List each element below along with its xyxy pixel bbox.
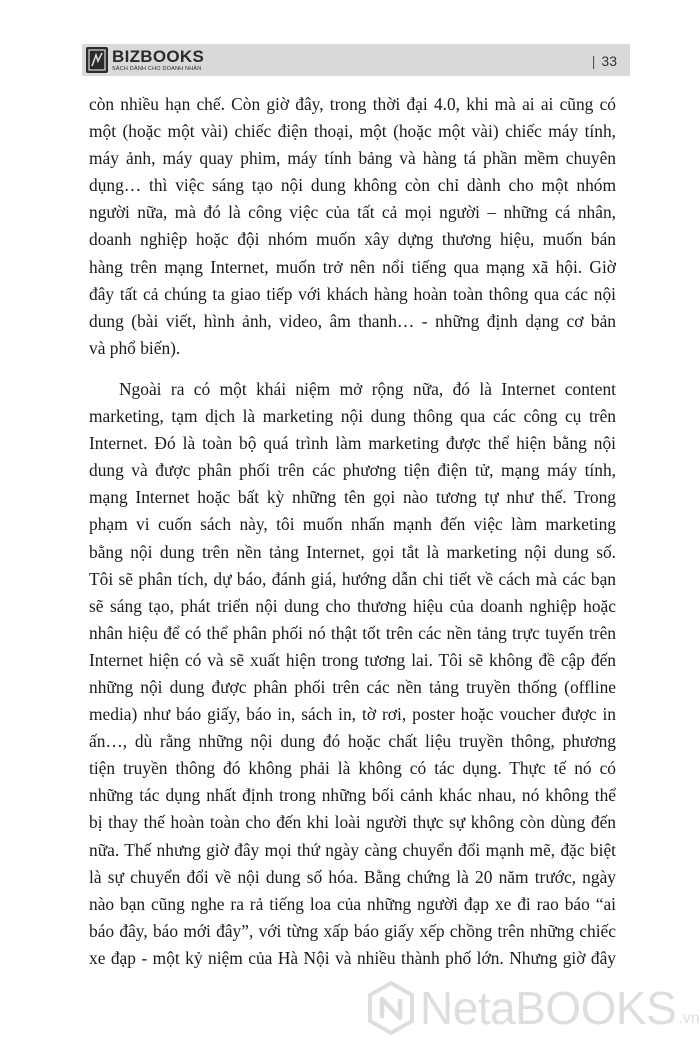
text-line: là sự chuyển đổi về nội dung số hóa. Bằng chứng là 20 năm trước, ngày: [89, 866, 616, 887]
watermark-text: NetaBOOKS: [420, 982, 677, 1034]
text-line: Internet hiện có và sẽ xuất hiện trong tương lai. Tôi sẽ không đề cập đến: [89, 649, 616, 670]
netabooks-logo-icon: [366, 980, 416, 1036]
netabooks-watermark: [366, 980, 700, 1036]
text-line: những nội dung được phân phối trên các nền tảng truyền thống (offline: [89, 676, 616, 697]
text-line: bằng nội dung trên nền tảng Internet, gọi tắt là marketing nội dung số.: [89, 541, 616, 562]
text-line: dung và được phân phối trên các phương tiện điện tử, mạng máy tính,: [89, 460, 616, 481]
text-line: nhân hiệu để có thể phân phối nó thật tốt trên các nền tảng trực tuyến trên: [89, 622, 616, 643]
text-line: nữa. Thế nhưng giờ đây mọi thứ ngày càng chuyển đổi mạnh mẽ, đặc biệt: [89, 839, 616, 860]
page-number: 33: [601, 53, 617, 69]
text-line: người nữa, mà đó là công việc của tất cả mọi người – những cá nhân,: [89, 202, 616, 223]
text-line: một (hoặc một vài) chiếc điện thoại, một (hoặc một vài) chiếc máy tính,: [89, 121, 616, 142]
text-line: Tôi sẽ phân tích, dự báo, đánh giá, hướng dẫn chi tiết về cách mà các bạn: [89, 568, 616, 589]
text-line: sẽ sáng tạo, phát triển nội dung cho thương hiệu của doanh nghiệp hoặc: [89, 595, 616, 616]
text-line: dung (bài viết, hình ảnh, video, âm thanh… - những định dạng cơ bản: [89, 310, 616, 331]
brand-name: BIZBOOKS: [112, 46, 205, 66]
text-line: doanh nghiệp hoặc đội nhóm muốn xây dựng thương hiệu, muốn bán: [89, 229, 616, 250]
text-line: nào bạn cũng nghe ra rả tiếng loa của những người đạp xe đi rao báo “ai: [89, 893, 616, 914]
text-line: tiện truyền thông đó không phải là không có tác dụng. Thực tế nó có: [89, 758, 616, 779]
text-line: Internet. Đó là toàn bộ quá trình làm marketing được thể hiện bằng nội: [89, 433, 616, 454]
text-line: xe đạp - một kỷ niệm của Hà Nội và nhiều thành phố lớn. Nhưng giờ đây: [89, 947, 616, 968]
watermark-suffix: .vn: [678, 1010, 700, 1027]
paragraph-1: [89, 91, 616, 362]
text-line: đây tất cả chúng ta giao tiếp với khách hàng hoàn toàn thông qua các nội: [89, 283, 616, 304]
text-line: máy ảnh, máy quay phim, máy tính bảng và hàng tá phần mềm chuyên: [89, 148, 616, 169]
text-line: ấn…, dù rằng những nội dung đó hoặc chất liệu truyền thông, phương: [89, 731, 616, 752]
brand-tagline: SÁCH DÀNH CHO DOANH NHÂN: [112, 65, 202, 72]
paragraph-2: [89, 376, 616, 972]
text-line: phạm vi cuốn sách này, tôi muốn nhấn mạnh đến việc làm marketing: [89, 514, 616, 535]
bizbooks-logo-icon: [86, 47, 108, 73]
text-line: hàng trên mạng Internet, muốn trở nên nổi tiếng qua mạng xã hội. Giờ: [89, 256, 616, 277]
text-line: media) như báo giấy, báo in, sách in, tờ rơi, poster hoặc voucher được in: [89, 704, 616, 725]
text-line: marketing, tạm dịch là marketing nội dung thông qua các công cụ trên: [89, 406, 616, 427]
text-line: báo đây, báo mới đây”, với từng xấp báo giấy xếp chồng trên những chiếc: [89, 920, 616, 941]
text-line: Ngoài ra có một khái niệm mở rộng nữa, đó là Internet content: [119, 378, 616, 399]
text-line: dụng… thì việc sáng tạo nội dung không còn chỉ dành cho một nhóm: [89, 175, 616, 196]
page-separator: |: [591, 53, 596, 69]
paragraph-spacer: [89, 362, 616, 376]
page-number-area: [592, 50, 617, 72]
text-line: còn nhiều hạn chế. Còn giờ đây, trong thời đại 4.0, khi mà ai ai cũng có: [89, 94, 616, 114]
text-line: những tác dụng nhất định trong những bối cảnh khác nhau, nó không thể: [89, 785, 616, 806]
page-body: [89, 91, 616, 972]
text-line: bị thay thế hoàn toàn cho đến khi loài người thực sự không còn dùng đến: [89, 812, 616, 833]
text-line: mạng Internet hoặc bất kỳ những tên gọi nào tương tự như thế. Trong: [89, 487, 616, 508]
text-line: và phổ biến).: [89, 337, 181, 358]
bizbooks-logo: [86, 46, 204, 74]
